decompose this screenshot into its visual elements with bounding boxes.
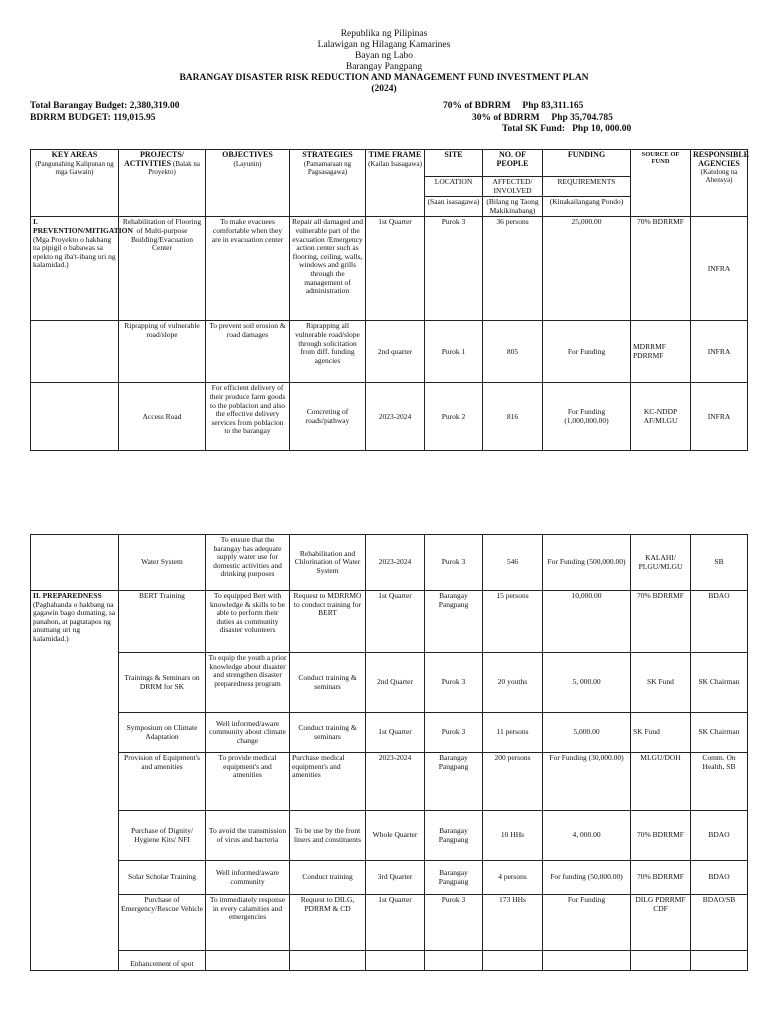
- strategy-cell: Concreting of roads/pathway: [290, 383, 366, 451]
- col-strategies: STRATEGIES (Pamamaraan ng Pagsasagawa): [290, 150, 366, 217]
- funding-cell: For Funding (30,000.00): [543, 753, 631, 811]
- project-cell: Purchase of Dignity/ Hygiene Kits/ NFI: [119, 811, 206, 861]
- strategy-cell: Request to MDRRMO to conduct training for BERT: [290, 591, 366, 653]
- key-area-cell: [31, 383, 119, 451]
- source-cell: 70% BDRRMF: [631, 591, 691, 653]
- objective-cell: To equipped Bert with knowledge & skills to be able to perform their duties as community disaster volunteers: [206, 591, 290, 653]
- document-header: [0, 29, 768, 95]
- agency-cell: SK Chairman: [691, 713, 748, 753]
- key-area-cell: [31, 535, 119, 591]
- funding-cell: 5,000.00: [543, 713, 631, 753]
- source-cell: 70% BDRRMF: [631, 811, 691, 861]
- people-cell: 10 HHs: [483, 811, 543, 861]
- strategy-cell: Riprapping all vulnerable road/slope through solicitation from diff. funding agencies: [290, 321, 366, 383]
- agency-cell: [691, 951, 748, 971]
- agency-cell: BDAO/SB: [691, 895, 748, 951]
- site-cell: Barangay Pangpang: [425, 591, 483, 653]
- site-cell: Purok 3: [425, 653, 483, 713]
- table-header-row: [31, 150, 748, 177]
- agency-cell: BDAO: [691, 811, 748, 861]
- document-year: (2024): [371, 84, 397, 94]
- objective-cell: To ensure that the barangay has adequate supply water use for domestic activities and drinking purposes: [206, 535, 290, 591]
- table-row: [31, 861, 748, 895]
- strategy-cell: Conduct training & seminars: [290, 653, 366, 713]
- table-row: [31, 811, 748, 861]
- people-cell: 546: [483, 535, 543, 591]
- col-projects: PROJECTS/ ACTIVITIES (Balak na Proyekto): [119, 150, 206, 217]
- source-cell: 70% BDRRMF: [631, 861, 691, 895]
- agency-cell: SB: [691, 535, 748, 591]
- agency-cell: INFRA: [691, 383, 748, 451]
- project-cell: Riprapping of vulnerable road/slope: [119, 321, 206, 383]
- time-cell: 3rd Quarter: [366, 861, 425, 895]
- site-cell: Purok 1: [425, 321, 483, 383]
- col-key-areas: KEY AREAS (Pangunahing Kalipunan ng mga Gawain): [31, 150, 119, 217]
- source-cell: [631, 951, 691, 971]
- table-row: [31, 217, 748, 321]
- source-cell: KC-NDDP AF/MLGU: [631, 383, 691, 451]
- source-cell: MDRRMF PDRRMF: [631, 321, 691, 383]
- funding-cell: [543, 951, 631, 971]
- table-row: [31, 591, 748, 653]
- agency-cell: BDAO: [691, 591, 748, 653]
- people-cell: 15 persons: [483, 591, 543, 653]
- bdrrm-budget: BDRRM BUDGET: 119,015.95: [30, 113, 156, 123]
- site-cell: Purok 3: [425, 217, 483, 321]
- strategy-cell: Conduct training: [290, 861, 366, 895]
- project-cell: Access Road: [119, 383, 206, 451]
- time-cell: Whole Quarter: [366, 811, 425, 861]
- funding-cell: 5, 000.00: [543, 653, 631, 713]
- key-area-cell: [31, 321, 119, 383]
- header-municipality: Bayan ng Labo: [354, 51, 414, 61]
- time-cell: 2nd Quarter: [366, 653, 425, 713]
- funding-cell: For Funding (500,000.00): [543, 535, 631, 591]
- agency-cell: Comm. On Health, SB: [691, 753, 748, 811]
- table-row: [31, 383, 748, 451]
- project-cell: Provision of Equipment's and amenities: [119, 753, 206, 811]
- strategy-cell: Repair all damaged and vulnerable part of the evacuation /Emergency action center such as flooring, ceiling, walls, windows and grills through the management of administration: [290, 217, 366, 321]
- time-cell: 1st Quarter: [366, 591, 425, 653]
- time-cell: 2023-2024: [366, 753, 425, 811]
- objective-cell: Well informed/aware community: [206, 861, 290, 895]
- time-cell: 2nd quarter: [366, 321, 425, 383]
- funding-cell: 10,000.00: [543, 591, 631, 653]
- site-cell: [425, 951, 483, 971]
- objective-cell: For efficient delivery of their produce farm goods to the poblacion and also the effective delivery services from poblacion to the barangay: [206, 383, 290, 451]
- project-cell: Water System: [119, 535, 206, 591]
- project-cell: Purchase of Emergency/Rescue Vehicle: [119, 895, 206, 951]
- people-cell: 173 HHs: [483, 895, 543, 951]
- col-requirements-note: (Kinakailangang Pondo): [543, 197, 631, 217]
- source-cell: DILG PDRRMF CDF: [631, 895, 691, 951]
- document-title: BARANGAY DISASTER RISK REDUCTION AND MANAGEMENT FUND INVESTMENT PLAN: [179, 73, 589, 83]
- col-source: SOURCE OF FUND: [631, 150, 691, 217]
- people-cell: [483, 951, 543, 971]
- funding-cell: For funding (50,000.00): [543, 861, 631, 895]
- table-row: [31, 535, 748, 591]
- project-cell: Solar Scholar Training: [119, 861, 206, 895]
- site-cell: Purok 3: [425, 713, 483, 753]
- col-responsible: RESPONSIBLE AGENCIES (Katulong na Ahensya): [691, 150, 748, 217]
- table-row: [31, 951, 748, 971]
- funding-cell: For Funding: [543, 895, 631, 951]
- time-cell: [366, 951, 425, 971]
- people-cell: 11 persons: [483, 713, 543, 753]
- time-cell: 2023-2024: [366, 383, 425, 451]
- source-cell: SK Fund: [631, 713, 691, 753]
- col-no-people: NO. OF PEOPLE: [483, 150, 543, 177]
- table-row: [31, 753, 748, 811]
- col-requirements: REQUIREMENTS: [543, 177, 631, 197]
- agency-cell: BDAO: [691, 861, 748, 895]
- project-cell: BERT Training: [119, 591, 206, 653]
- col-location: LOCATION: [425, 177, 483, 197]
- project-cell: Enhancement of spot: [119, 951, 206, 971]
- objective-cell: To immediately response in every calamities and emergencies: [206, 895, 290, 951]
- table-row: [31, 713, 748, 753]
- time-cell: 1st Quarter: [366, 217, 425, 321]
- key-area-cell: I. PREVENTION/MITIGATION (Mga Proyekto o hakbang na pipigil o babawas sa epekto ng iba't-ibang uri ng kalamidad.): [31, 217, 119, 321]
- objective-cell: To avoid the transmission of virus and bacteria: [206, 811, 290, 861]
- strategy-cell: Request to DILG, PDRRM & CD: [290, 895, 366, 951]
- objective-cell: Well informed/aware community about climate change: [206, 713, 290, 753]
- funding-cell: For Funding (1,000,000.00): [543, 383, 631, 451]
- strategy-cell: Rehabilitation and Chlorination of Water System: [290, 535, 366, 591]
- agency-cell: INFRA: [691, 321, 748, 383]
- people-cell: 200 persons: [483, 753, 543, 811]
- col-location-note: (Saan isasagawa): [425, 197, 483, 217]
- objective-cell: To make evacuees comfortable when they are in evacuation center: [206, 217, 290, 321]
- agency-cell: INFRA: [691, 217, 748, 321]
- investment-plan-table-2: [30, 534, 748, 971]
- header-barangay: Barangay Pangpang: [345, 62, 423, 72]
- project-cell: Symposium on Climate Adaptation: [119, 713, 206, 753]
- time-cell: 1st Quarter: [366, 895, 425, 951]
- time-cell: 1st Quarter: [366, 713, 425, 753]
- col-funding: FUNDING: [543, 150, 631, 177]
- strategy-cell: [290, 951, 366, 971]
- people-cell: 816: [483, 383, 543, 451]
- table-row: [31, 321, 748, 383]
- people-cell: 805: [483, 321, 543, 383]
- strategy-cell: Conduct training & seminars: [290, 713, 366, 753]
- funding-cell: 4, 000.00: [543, 811, 631, 861]
- objective-cell: To provide medical equipment's and amenities: [206, 753, 290, 811]
- key-area-cell: II. PREPAREDNESS (Paghahanda o hakbang na gagawin bago dumating, sa panahon, at pagtatapos ng anumang uri ng kalamidad.): [31, 591, 119, 971]
- col-affected-note: (Bilang ng Taong Makikinabang): [483, 197, 543, 217]
- objective-cell: To prevent soil erosion & road damages: [206, 321, 290, 383]
- agency-cell: SK Chairman: [691, 653, 748, 713]
- objective-cell: [206, 951, 290, 971]
- header-republic: Republika ng Pilipinas: [340, 29, 428, 39]
- site-cell: Purok 3: [425, 535, 483, 591]
- source-cell: KALAHI/ PLGU/MLGU: [631, 535, 691, 591]
- col-site: SITE: [425, 150, 483, 177]
- funding-cell: 25,000.00: [543, 217, 631, 321]
- site-cell: Barangay Pangpang: [425, 861, 483, 895]
- thirty-percent-bdrrm: 30% of BDRRM Php 35,704.785: [472, 113, 613, 123]
- people-cell: 36 persons: [483, 217, 543, 321]
- investment-plan-table-1: [30, 149, 748, 451]
- objective-cell: To equip the youth a prior knowledge about disaster and strengthen disaster preparedness program: [206, 653, 290, 713]
- table-row: [31, 895, 748, 951]
- table-row: [31, 653, 748, 713]
- strategy-cell: Purchase medical equipment's and amenities: [290, 753, 366, 811]
- source-cell: SK Fund: [631, 653, 691, 713]
- header-province: Lalawigan ng Hilagang Kamarines: [317, 40, 451, 50]
- site-cell: Barangay Pangpang: [425, 753, 483, 811]
- col-affected: AFFECTED/ INVOLVED: [483, 177, 543, 197]
- site-cell: Purok 2: [425, 383, 483, 451]
- time-cell: 2023-2024: [366, 535, 425, 591]
- source-cell: 70% BDRRMF: [631, 217, 691, 321]
- people-cell: 4 persons: [483, 861, 543, 895]
- total-barangay-budget: Total Barangay Budget: 2,380,319.00: [30, 101, 180, 111]
- project-cell: Rehabilitation of Flooring of Multi-purpose Building/Evacuation Center: [119, 217, 206, 321]
- source-cell: MLGU/DOH: [631, 753, 691, 811]
- site-cell: Purok 3: [425, 895, 483, 951]
- col-objectives: OBJECTIVES (Layunin): [206, 150, 290, 217]
- col-time-frame: TIME FRAME (Kailan Isasagawa): [366, 150, 425, 217]
- seventy-percent-bdrrm: 70% of BDRRM Php 83,311.165: [443, 101, 584, 111]
- project-cell: Trainings & Seminars on DRRM for SK: [119, 653, 206, 713]
- strategy-cell: To be use by the front liners and constituents: [290, 811, 366, 861]
- funding-cell: For Funding: [543, 321, 631, 383]
- people-cell: 20 youths: [483, 653, 543, 713]
- total-sk-fund: Total SK Fund: Php 10, 000.00: [502, 124, 632, 134]
- site-cell: Barangay Pangpang: [425, 811, 483, 861]
